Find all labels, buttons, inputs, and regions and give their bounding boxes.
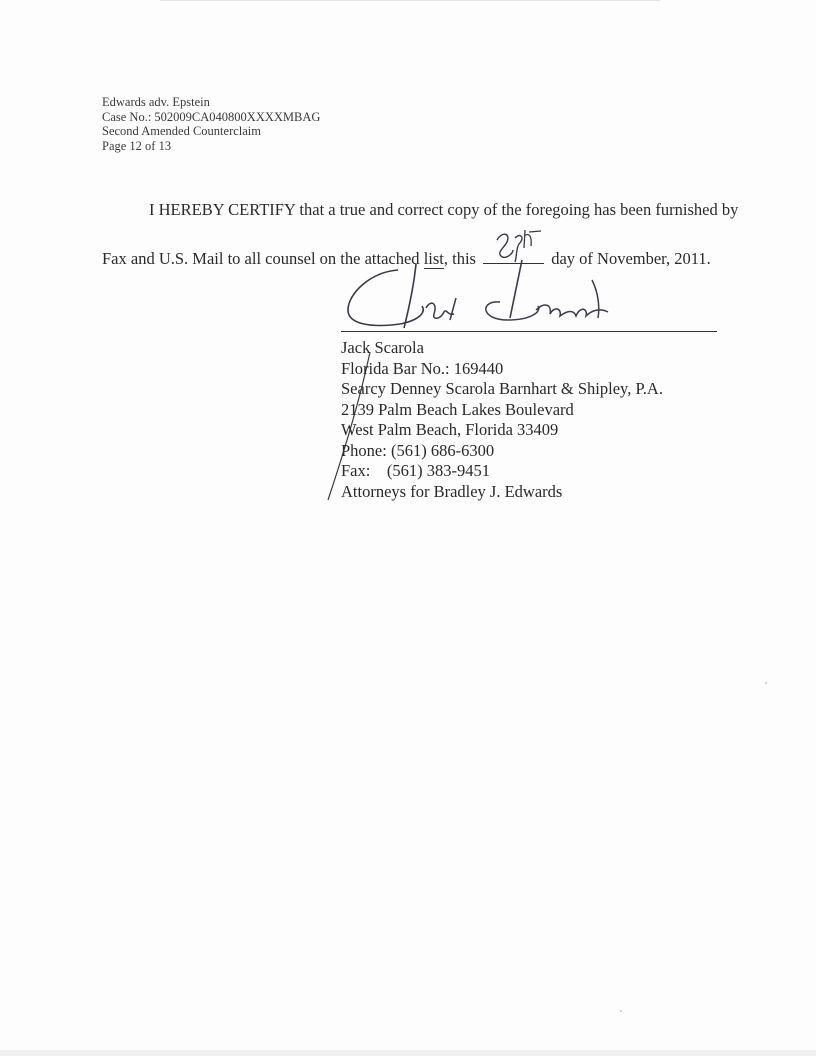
certificate-text-a: Fax and U.S. Mail to all counsel on the attached xyxy=(102,249,424,268)
fax-number: Fax: (561) 383-9451 xyxy=(341,461,490,480)
phone-number: Phone: (561) 686-6300 xyxy=(341,440,495,460)
signature-block xyxy=(341,338,663,502)
bar-number: Florida Bar No.: 169440 xyxy=(341,358,504,378)
scan-speck xyxy=(620,1010,622,1012)
address-line-1: 2139 Palm Beach Lakes Boulevard xyxy=(341,399,574,419)
address-line-2: West Palm Beach, Florida 33409 xyxy=(341,420,559,439)
certificate-text-b: , this xyxy=(443,249,476,268)
case-number: Case No.: 502009CA040800XXXXMBAG xyxy=(102,109,321,124)
certificate-list-word: list xyxy=(423,249,444,268)
firm-name: Searcy Denney Scarola Barnhart & Shipley, P.A. xyxy=(341,379,663,398)
handwritten-signature xyxy=(330,258,730,338)
signature-line xyxy=(341,331,717,332)
scan-edge-line xyxy=(160,0,660,1)
attorney-name: Jack Scarola xyxy=(341,338,424,357)
attorney-role: Attorneys for Bradley J. Edwards xyxy=(341,481,563,501)
certificate-text-c: day of November, 2011. xyxy=(551,249,711,268)
document-title: Second Amended Counterclaim xyxy=(102,124,261,138)
document-header xyxy=(102,95,320,153)
certificate-line-1: I HEREBY CERTIFY that a true and correct copy of the foregoing has been furnished by xyxy=(149,200,739,219)
scan-bottom-edge xyxy=(0,1050,816,1056)
page-number: Page 12 of 13 xyxy=(102,138,172,153)
case-name: Edwards adv. Epstein xyxy=(102,95,210,109)
scan-speck xyxy=(765,682,767,684)
